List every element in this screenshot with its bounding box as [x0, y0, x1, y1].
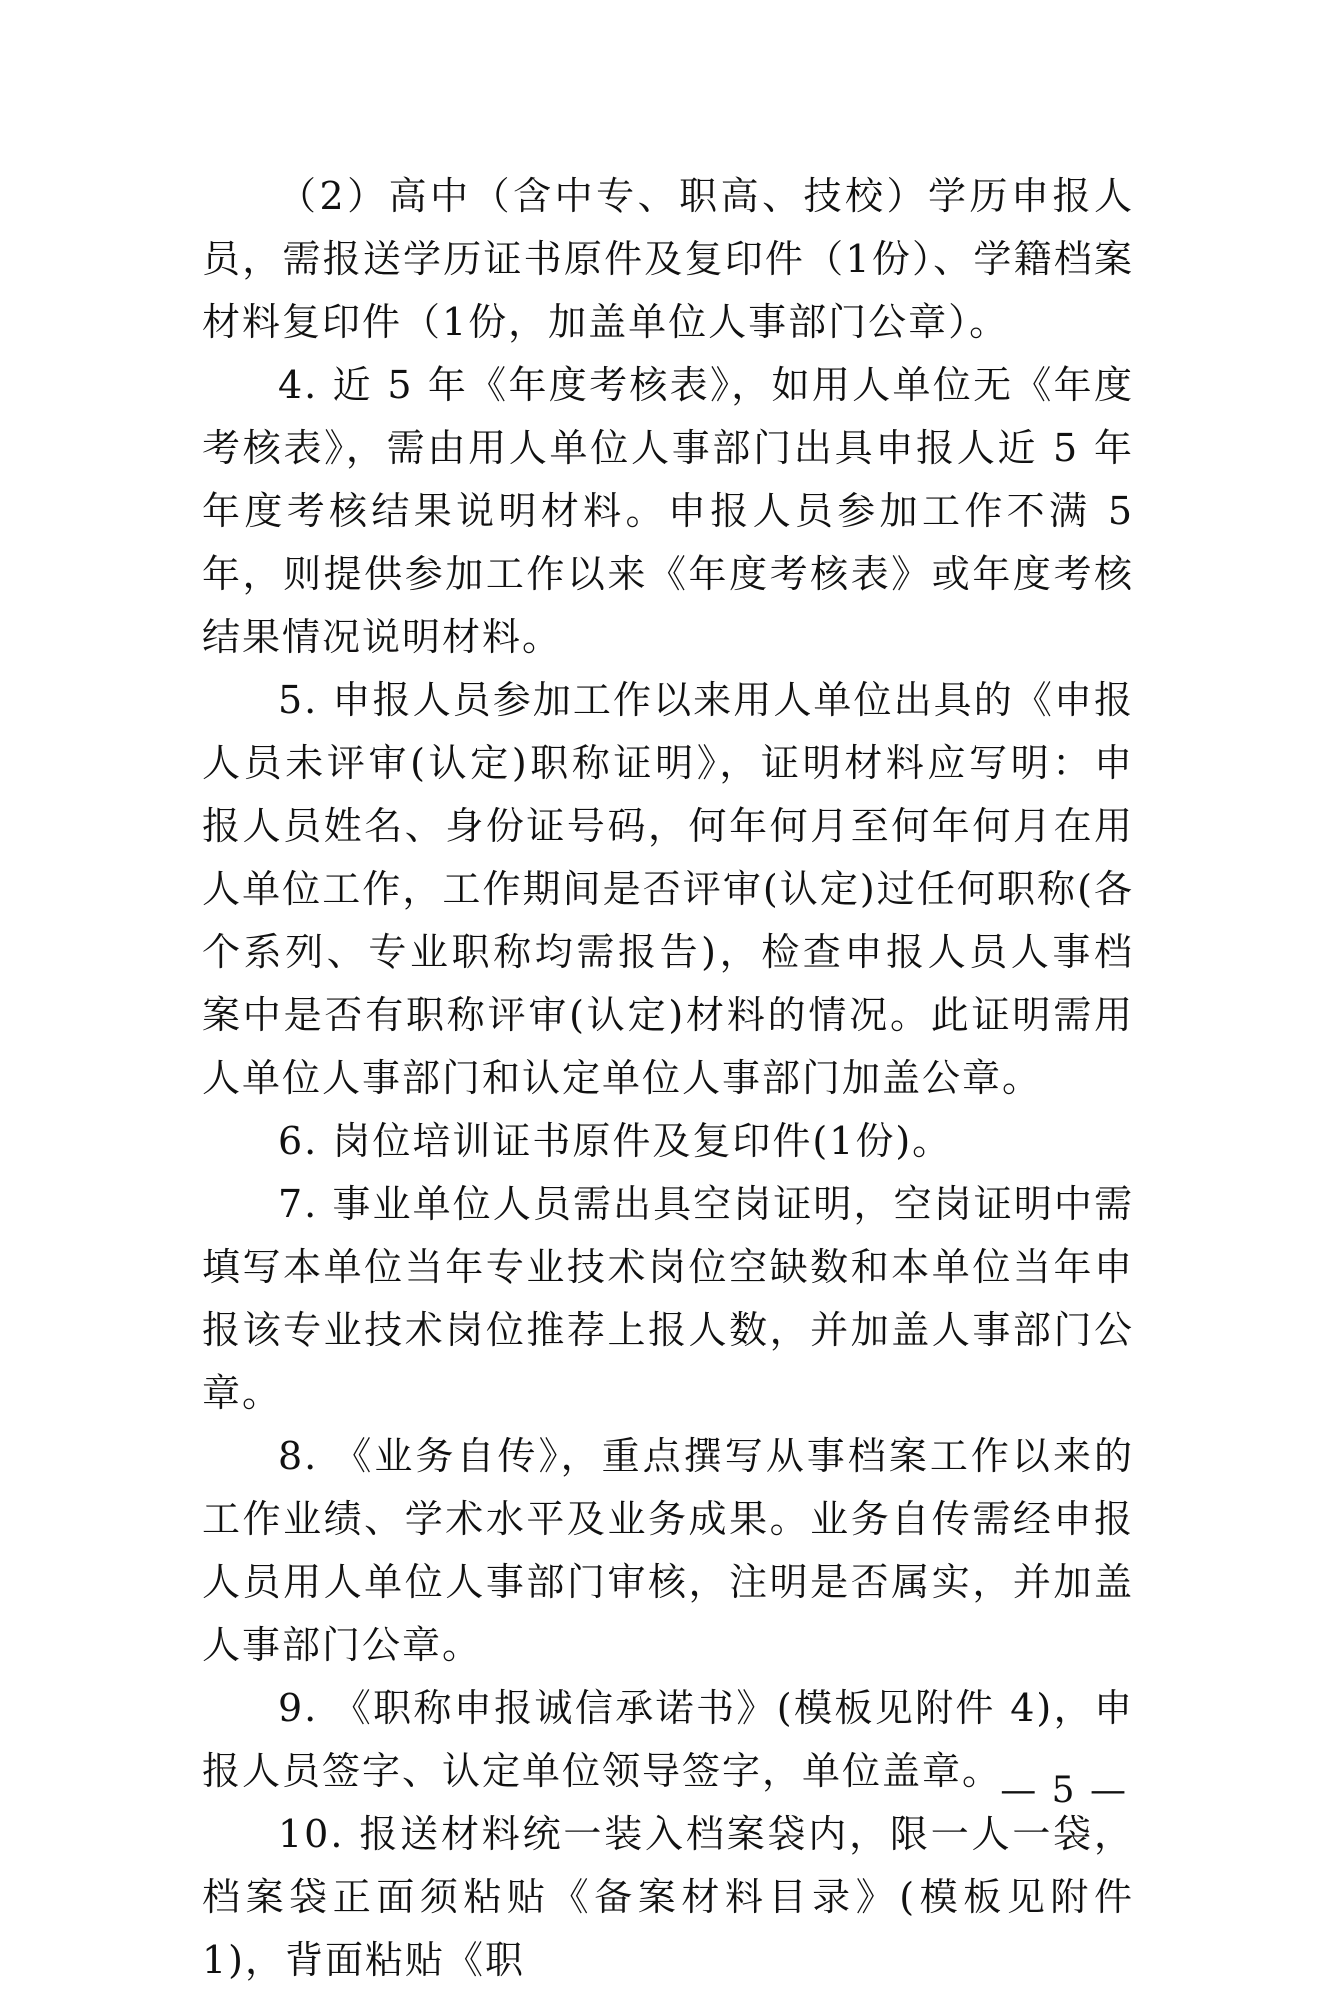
paragraph-item-6-training-certificate: 6. 岗位培训证书原件及复印件(1份)。 — [278, 1119, 953, 1163]
paragraph-item-10-submission-bag: 10. 报送材料统一装入档案袋内，限一人一袋，档案袋正面须粘贴《备案材料目录》(模板见附件 1)，背面粘贴《职 — [202, 1812, 1134, 1982]
paragraph-item-8-autobiography: 8. 《业务自传》，重点撰写从事档案工作以来的工作业绩、学术水平及业务成果。业务自传需经申报人员用人单位人事部门审核，注明是否属实，并加盖人事部门公章。 — [202, 1434, 1134, 1667]
paragraph-item-5-no-title-certificate: 5. 申报人员参加工作以来用人单位出具的《申报人员未评审(认定)职称证明》，证明材料应写明：申报人员姓名、身份证号码，何年何月至何年何月在用人单位工作，工作期间是否评审(认定)过任何职称(各个系列、专业职称均需报告)，检查申报人员人事档案中是否有职称评审(认定)材料的情况。此证明需用人单位人事部门和认定单位人事部门加盖公章。 — [202, 678, 1134, 1100]
paragraph-high-school-diploma: （2）高中（含中专、职高、技校）学历申报人员，需报送学历证书原件及复印件（1份）、学籍档案材料复印件（1份，加盖单位人事部门公章）。 — [202, 174, 1134, 344]
page-number: — 5 — — [1000, 1770, 1128, 1811]
paragraph-item-9-integrity-pledge: 9. 《职称申报诚信承诺书》(模板见附件 4)，申报人员签字、认定单位领导签字，单位盖章。 — [202, 1686, 1134, 1793]
paragraph-item-4-annual-assessment: 4. 近 5 年《年度考核表》，如用人单位无《年度考核表》，需由用人单位人事部门出具申报人近 5 年年度考核结果说明材料。申报人员参加工作不满 5 年，则提供参加工作以来《年度考核表》或年度考核结果情况说明材料。 — [202, 363, 1134, 659]
paragraph-item-7-vacancy-certificate: 7. 事业单位人员需出具空岗证明，空岗证明中需填写本单位当年专业技术岗位空缺数和本单位当年申报该专业技术岗位推荐上报人数，并加盖人事部门公章。 — [202, 1182, 1134, 1415]
document-body — [202, 165, 1134, 1992]
